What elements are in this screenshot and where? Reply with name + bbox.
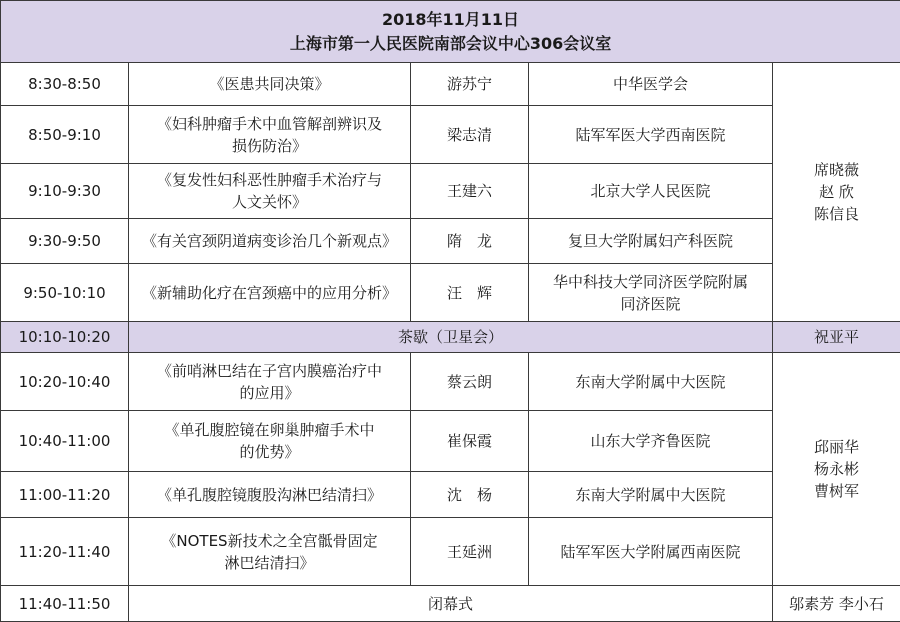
session-chairs bbox=[773, 63, 900, 322]
break-label: 茶歇（卫星会） bbox=[129, 322, 773, 353]
talk-speaker: 崔保霞 bbox=[411, 411, 529, 472]
talk-institution: 陆军军医大学附属西南医院 bbox=[529, 518, 773, 586]
talk-speaker: 梁志清 bbox=[411, 106, 529, 164]
chair-name: 陈信良 bbox=[779, 203, 894, 225]
chair-name: 杨永彬 bbox=[779, 458, 894, 480]
talk-topic: 《单孔腹腔镜腹股沟淋巴结清扫》 bbox=[129, 472, 411, 518]
talk-row bbox=[1, 472, 900, 518]
schedule-venue: 上海市第一人民医院南部会议中心306会议室 bbox=[1, 32, 900, 56]
closing-chair: 邬素芳 李小石 bbox=[773, 586, 900, 622]
break-time: 10:10-10:20 bbox=[1, 322, 129, 353]
talk-row bbox=[1, 219, 900, 264]
talk-topic: 《前哨淋巴结在子宫内膜癌治疗中 的应用》 bbox=[129, 353, 411, 411]
session-chairs bbox=[773, 353, 900, 586]
talk-institution: 复旦大学附属妇产科医院 bbox=[529, 219, 773, 264]
talk-speaker: 沈 杨 bbox=[411, 472, 529, 518]
talk-topic: 《单孔腹腔镜在卵巢肿瘤手术中 的优势》 bbox=[129, 411, 411, 472]
schedule-header bbox=[1, 1, 900, 63]
talk-institution: 东南大学附属中大医院 bbox=[529, 472, 773, 518]
talk-row bbox=[1, 411, 900, 472]
talk-time: 10:20-10:40 bbox=[1, 353, 129, 411]
header-row bbox=[1, 1, 900, 63]
talk-time: 9:30-9:50 bbox=[1, 219, 129, 264]
talk-speaker: 王延洲 bbox=[411, 518, 529, 586]
talk-row bbox=[1, 63, 900, 106]
talk-time: 9:50-10:10 bbox=[1, 264, 129, 322]
talk-institution: 北京大学人民医院 bbox=[529, 164, 773, 219]
talk-time: 11:20-11:40 bbox=[1, 518, 129, 586]
talk-speaker: 汪 辉 bbox=[411, 264, 529, 322]
talk-topic: 《有关宫颈阴道病变诊治几个新观点》 bbox=[129, 219, 411, 264]
chair-name: 曹树军 bbox=[779, 480, 894, 502]
talk-time: 8:50-9:10 bbox=[1, 106, 129, 164]
talk-speaker: 蔡云朗 bbox=[411, 353, 529, 411]
talk-time: 9:10-9:30 bbox=[1, 164, 129, 219]
talk-topic: 《新辅助化疗在宫颈癌中的应用分析》 bbox=[129, 264, 411, 322]
talk-topic: 《复发性妇科恶性肿瘤手术治疗与 人文关怀》 bbox=[129, 164, 411, 219]
talk-time: 10:40-11:00 bbox=[1, 411, 129, 472]
talk-row bbox=[1, 106, 900, 164]
talk-topic: 《NOTES新技术之全宫骶骨固定 淋巴结清扫》 bbox=[129, 518, 411, 586]
talk-institution: 山东大学齐鲁医院 bbox=[529, 411, 773, 472]
chair-name: 席晓薇 bbox=[779, 159, 894, 181]
schedule-date: 2018年11月11日 bbox=[1, 8, 900, 32]
talk-institution: 陆军军医大学西南医院 bbox=[529, 106, 773, 164]
talk-institution: 华中科技大学同济医学院附属 同济医院 bbox=[529, 264, 773, 322]
break-row bbox=[1, 322, 900, 353]
talk-institution: 中华医学会 bbox=[529, 63, 773, 106]
break-chair: 祝亚平 bbox=[773, 322, 900, 353]
closing-time: 11:40-11:50 bbox=[1, 586, 129, 622]
closing-row bbox=[1, 586, 900, 622]
talk-row bbox=[1, 518, 900, 586]
talk-topic: 《妇科肿瘤手术中血管解剖辨识及 损伤防治》 bbox=[129, 106, 411, 164]
talk-time: 11:00-11:20 bbox=[1, 472, 129, 518]
talk-row bbox=[1, 164, 900, 219]
talk-time: 8:30-8:50 bbox=[1, 63, 129, 106]
talk-speaker: 隋 龙 bbox=[411, 219, 529, 264]
talk-row bbox=[1, 264, 900, 322]
talk-row bbox=[1, 353, 900, 411]
chair-name: 邱丽华 bbox=[779, 436, 894, 458]
talk-speaker: 王建六 bbox=[411, 164, 529, 219]
talk-institution: 东南大学附属中大医院 bbox=[529, 353, 773, 411]
talk-speaker: 游苏宁 bbox=[411, 63, 529, 106]
talk-topic: 《医患共同决策》 bbox=[129, 63, 411, 106]
chair-name: 赵 欣 bbox=[779, 181, 894, 203]
closing-label: 闭幕式 bbox=[129, 586, 773, 622]
